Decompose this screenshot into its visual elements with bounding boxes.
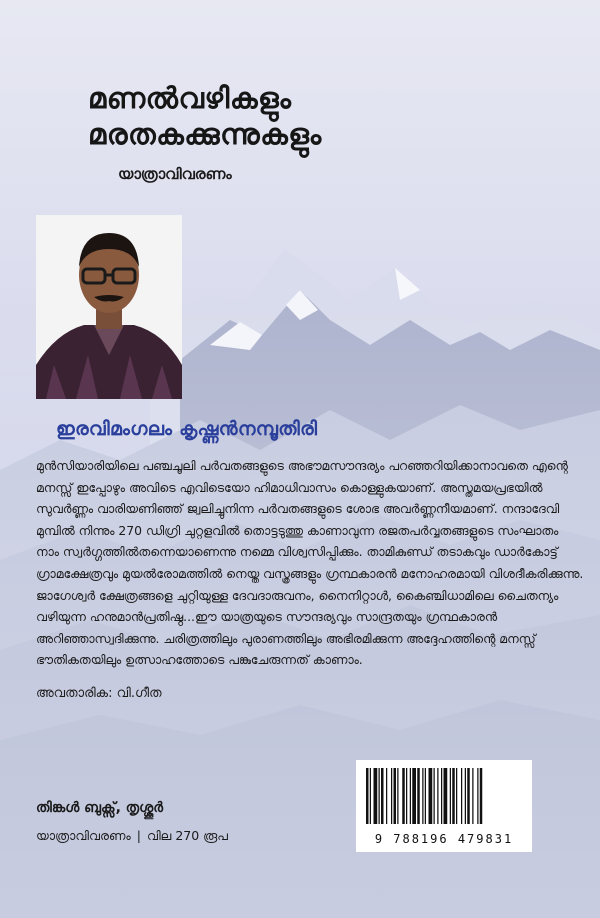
barcode-bar [480,768,483,824]
barcode-bar [381,768,384,824]
barcode-bar [465,768,466,824]
barcode-bars [356,760,532,830]
book-blurb [36,455,584,671]
barcode-bar [394,768,397,824]
footer-separator: | [136,828,141,843]
barcode-bar [386,768,387,824]
barcode-bar [472,768,473,824]
barcode-bar [402,768,405,824]
barcode-bar [412,768,416,824]
barcode-bar [370,768,371,824]
barcode-bar [452,768,455,824]
author-name: ഇരവിമംഗലം കൃഷ്ണൻനമ്പൂതിരി [56,418,318,440]
barcode-bar [441,768,442,824]
barcode-bar [429,768,433,824]
barcode-bar [450,768,451,824]
barcode-bar [434,768,435,824]
publisher-name-text: തിങ്കൾ ബുക്സ്, തൃശ്ശൂർ [36,800,164,816]
book-title-line-2: മരതകക്കുന്നുകളും [88,117,322,151]
book-title [88,80,322,152]
barcode-bar [422,768,423,824]
foreword-credit: അവതാരിക: വി.ഗീത [36,686,162,701]
barcode-bar [397,768,398,824]
barcode-bar [425,768,426,824]
book-price: വില 270 രൂപ [146,828,228,843]
book-title-line-1: മണൽവഴികളും [88,81,292,115]
book-genre-subtitle: യാത്രാവിവരണം [118,165,232,183]
book-category: യാത്രാവിവരണം [36,828,131,843]
barcode-bar [366,768,369,824]
barcode-bar [410,768,411,824]
publisher-name [36,800,163,816]
book-footer-info [36,828,228,844]
barcode-bar [406,768,407,824]
barcode-bar [417,768,420,824]
author-photo [36,215,182,399]
barcode-bar [461,768,462,824]
barcode-bar [444,768,448,824]
barcode-bar [437,768,438,824]
blurb-text: മുൻസിയാരിയിലെ പഞ്ചചൂലി പർവതങ്ങളുടെ അഭൗമസൗന്ദര്യം പറഞ്ഞറിയിക്കാനാവതെ എന്റെ മനസ്സ് ഇപ്പോഴും അവിടെ എവിടെയോ ഹിമാധിവാസം കൊള്ളുകയാണ്. അസ്തമയപ്രഭയിൽ സുവർണ്ണം വാരിയണിഞ്ഞ് ജ്വലിച്ചുനിന്ന പർവതങ്ങളുടെ ശോഭ അവർണ്ണനീയമാണ്. നന്ദാദേവി മുമ്പിൽ നിന്നും 270 ഡിഗ്രി ചുറ്റളവിൽ തൊട്ടടുത്തു കാണാവുന്ന രജതപർവ്വതങ്ങളുടെ സംഘാതം നാം സ്വർഗ്ഗത്തിൽതന്നെയാണെന്നു നമ്മെ വിശ്വസിപ്പിക്കും. താമികുണ്ഡ് തടാകവും ഡാർകോട്ട് ഗ്രാമക്ഷേത്രവും മുയൽരോമത്തിൽ നെയ്ത വസ്ത്രങ്ങളും ഗ്രന്ഥകാരൻ മനോഹരമായി വിശദീകരിക്കുന്നു. ജാഗേശ്വർ ക്ഷേത്രങ്ങളെ ചുറ്റിയുള്ള ദേവദാരുവനം, നൈനിറ്റാൾ, കൈഞ്ചിധാമിലെ ചൈതന്യം വഴിയുന്ന ഹനുമാൻപ്രതിഷ്ഠ...ഈ യാത്രയുടെ സൗന്ദര്യവും സാന്ദ്രതയും ഗ്രന്ഥകാരൻ അറിഞ്ഞാസ്വദിക്കുന്നു. ചരിത്രത്തിലും പുരാണത്തിലും അഭിരമിക്കുന്ന അദ്ദേഹത്തിന്റെ മനസ്സ് ഭൗതികതയിലും ഉത്സാഹത്തോടെ പങ്കുചേരുന്നത് കാണാം. [36,458,584,668]
isbn-barcode [356,760,532,852]
isbn-number: 9 788196 479831 [374,832,514,846]
barcode-bar [456,768,457,824]
barcode-bar [391,768,392,824]
barcode-bar [379,768,380,824]
barcode-bar [467,768,470,824]
barcode-bar [477,768,478,824]
barcode-bar [374,768,378,824]
